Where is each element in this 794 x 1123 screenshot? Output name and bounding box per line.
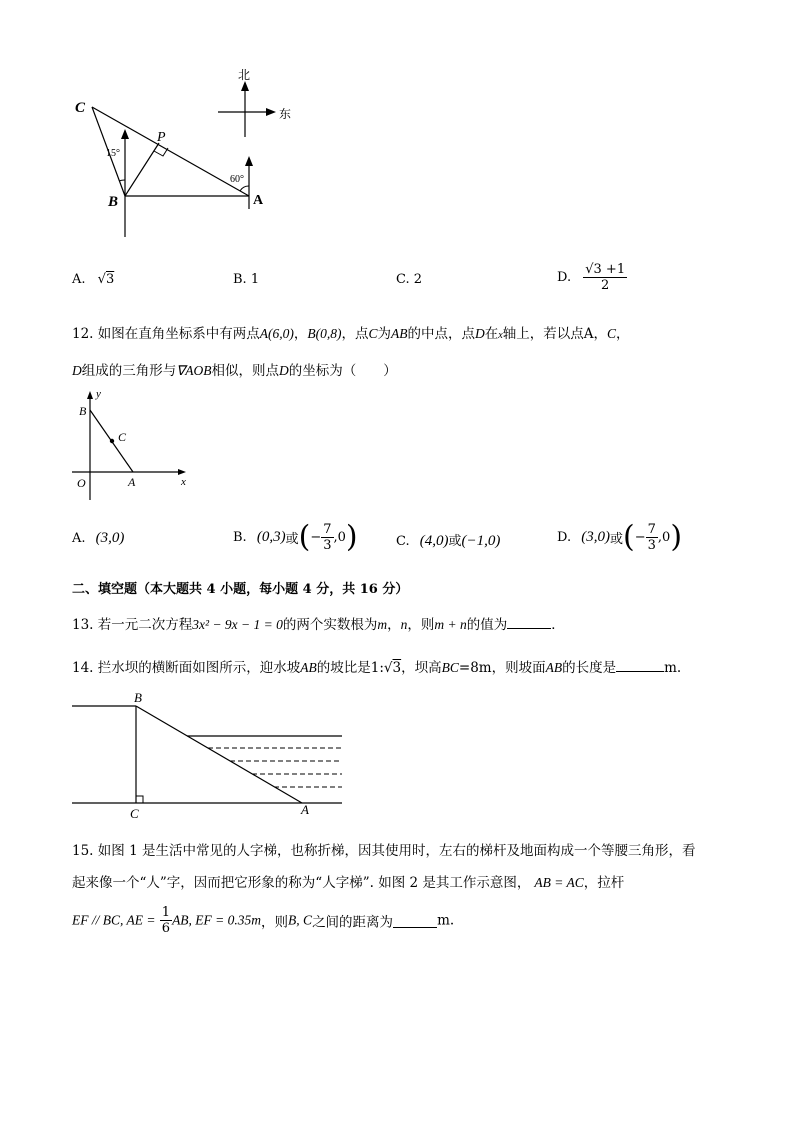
label-y: y: [96, 388, 101, 400]
q12-option-b[interactable]: B. (0,3)或(− $\frac{7}{3}$ ,0): [233, 519, 358, 555]
q15-line2: 起来像一个“人”字，因而把它形象的称为“人字梯”. 如图 2 是其工作示意图， AB = AC，拉杆: [72, 875, 625, 891]
q14-answer-blank[interactable]: [616, 657, 664, 672]
label-x: x: [181, 476, 186, 488]
label-c: C: [75, 100, 86, 116]
angle-arc-a: [240, 186, 249, 191]
arrow-head-b: [121, 129, 129, 139]
arrow-head-a: [245, 156, 253, 166]
label-b: B: [108, 194, 119, 210]
q12-line1: 12. 如图在直角坐标系中有两点A(6,0)，B(0,8)，点C为AB的中点，点D在x轴上，若以点A，C，: [72, 326, 630, 342]
q12-option-a[interactable]: A. (3,0): [72, 530, 125, 546]
section-title: 二、填空题（本大题共 4 小题，每小题 4 分，共 16 分）: [72, 582, 409, 597]
label-a: A: [253, 193, 264, 208]
q15-answer-blank[interactable]: [393, 913, 437, 928]
q13-answer-blank[interactable]: [507, 614, 551, 629]
north-label: 北: [238, 68, 251, 82]
dam-slope-ab: [136, 706, 302, 803]
q14-text: 14. 拦水坝的横断面如图所示，迎水坡AB的坡比是1:√3，坝高BC=8m，则坡面AB的长度是 m.: [72, 656, 681, 676]
point-c: [110, 439, 114, 443]
compass-north-arrow: [241, 81, 249, 91]
q11-option-c[interactable]: C. 2: [396, 272, 423, 287]
compass-east-arrow: [266, 108, 276, 116]
label-c: C: [118, 430, 127, 444]
angle-60-label: 60°: [230, 174, 244, 185]
east-label: 东: [279, 107, 292, 121]
segment-bp: [125, 143, 159, 196]
angle-arc-b: [119, 180, 125, 181]
label-b: B: [134, 690, 142, 705]
figure-q12: [70, 385, 200, 505]
label-p: P: [157, 130, 166, 145]
right-angle-mark-c: [136, 796, 143, 803]
q11-option-d[interactable]: D. $\frac{√3 +1}{2}$: [557, 262, 626, 293]
label-a: A: [301, 802, 309, 817]
figure-q14: [70, 690, 350, 820]
q12-option-d[interactable]: D. (3,0)或(− $\frac{7}{3}$ ,0): [557, 519, 683, 555]
q15-line3: EF // BC, AE = $\frac{1}{6}$ AB, EF = 0.35m，则B, C之间的距离为 m.: [72, 905, 455, 936]
q12-option-c[interactable]: C. (4,0)或(−1,0): [396, 533, 501, 549]
q11-option-a[interactable]: A. √3: [72, 272, 115, 287]
label-a: A: [128, 475, 136, 489]
x-axis-arrow: [178, 469, 186, 475]
angle-15-label: 15°: [106, 148, 120, 159]
label-o: O: [77, 476, 86, 490]
label-c: C: [130, 806, 139, 820]
q12-line2: D组成的三角形与∇AOB相似，则点D的坐标为（ ）: [72, 363, 397, 379]
q15-line1: 15. 如图 1 是生活中常见的人字梯，也称折梯，因其使用时，左右的梯杆及地面构成一个等腰三角形，看: [72, 843, 696, 859]
label-b: B: [79, 404, 87, 418]
y-axis-arrow: [87, 391, 93, 399]
q13-text: 13. 若一元二次方程3x² − 9x − 1 = 0的两个实数根为m，n，则m + n的值为 ．: [72, 613, 565, 633]
q11-option-b[interactable]: B. 1: [233, 272, 260, 287]
figure-q11: [70, 65, 310, 245]
